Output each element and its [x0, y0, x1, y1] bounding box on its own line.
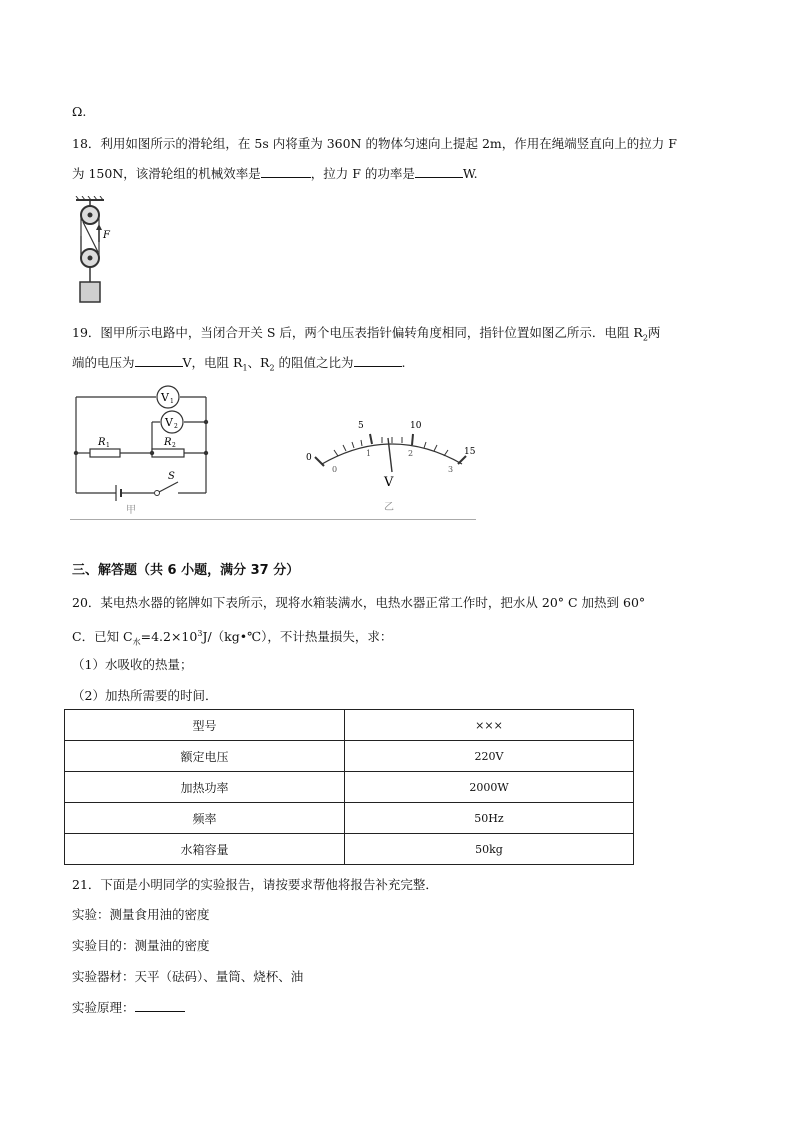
circuit-diagram: [68, 385, 218, 520]
q21-intro: 21．下面是小明同学的实验报告，请按要求帮他将报告补充完整．: [72, 877, 438, 892]
q19-line-2: 端的电压为 V，电阻 $R_1$、$R_2$ 的阻值之比为 .: [72, 355, 406, 373]
scale-bottom-1: 1: [366, 449, 372, 458]
q20-line-1: 20．某电热水器的铭牌如下表所示，现将水箱装满水，电热水器正常工作时，把水从 20° C 加热到 60°: [72, 595, 646, 610]
table-row: 加热功率 2000W: [65, 772, 634, 803]
answer-blank[interactable]: [135, 354, 183, 367]
scale-bottom-3: 3: [448, 465, 454, 474]
resistor-r2: [152, 449, 184, 457]
scale-top-0: 0: [306, 453, 312, 463]
meter-unit: V: [384, 475, 394, 490]
q20-part-1: （1）水吸收的热量；: [72, 657, 193, 672]
switch-s: [159, 482, 178, 492]
answer-blank[interactable]: [135, 999, 185, 1012]
heater-spec-table: [64, 709, 634, 865]
r2-label: R: [164, 437, 172, 448]
meter-needle: [388, 438, 392, 472]
scale-top-10: 10: [410, 421, 422, 431]
q21-principle: 实验原理：: [72, 999, 185, 1017]
q18-line-2: 为 150N，该滑轮组的机械效率是 ，拉力 F 的功率是 W.: [72, 166, 478, 181]
table-row: 水箱容量 50kg: [65, 834, 634, 865]
answer-blank[interactable]: [354, 354, 402, 367]
omega-fragment: Ω.: [72, 104, 87, 119]
r1-label: R: [98, 437, 106, 448]
table-row: 频率 50Hz: [65, 803, 634, 834]
circuit-caption: 甲: [126, 505, 136, 516]
figure-separator: [70, 519, 476, 520]
pulley-system-figure: [70, 196, 120, 306]
resistor-r1: [90, 449, 120, 457]
switch-label: S: [168, 471, 175, 482]
answer-blank[interactable]: [261, 165, 311, 178]
scale-top-5: 5: [358, 421, 364, 431]
answer-blank[interactable]: [415, 165, 463, 178]
v2-sub: 2: [174, 423, 178, 430]
voltmeter-dial: [302, 398, 482, 518]
v2-label: V: [165, 416, 173, 429]
table-row: 额定电压 220V: [65, 741, 634, 772]
q21-equipment: 实验器材：天平（砝码）、量筒、烧杯、油: [72, 969, 304, 984]
r2-sub: 2: [172, 442, 176, 449]
scale-bottom-2: 2: [408, 449, 414, 458]
meter-caption: 乙: [384, 502, 394, 513]
q21-experiment: 实验：测量食用油的密度: [72, 907, 210, 922]
scale-top-15: 15: [464, 447, 476, 457]
q18-line-1: 18．利用如图所示的滑轮组，在 5s 内将重为 360N 的物体匀速向上提起 2m，作用在绳端竖直向上的拉力 F: [72, 136, 677, 151]
q20-part-2: （2）加热所需要的时间．: [72, 688, 218, 703]
scale-bottom-0: 0: [332, 465, 338, 474]
q20-line-2: C．已知 $C_水=4.2\times 10^3J/(kg•℃)$，不计热量损失，求：: [72, 629, 393, 647]
v1-sub: 1: [170, 398, 174, 405]
table-row: 型号 ×××: [65, 710, 634, 741]
v1-label: V: [161, 391, 169, 404]
q21-purpose: 实验目的：测量油的密度: [72, 938, 210, 953]
section-3-title: 三、解答题（共 6 小题，满分 37 分）: [72, 563, 300, 578]
force-label: F: [103, 230, 110, 241]
r1-sub: 1: [106, 442, 110, 449]
q19-line-1: 19．图甲所示电路中，当闭合开关 S 后，两个电压表指针偏转角度相同，指针位置如图乙所示．电阻 $R_2$两: [72, 325, 661, 343]
